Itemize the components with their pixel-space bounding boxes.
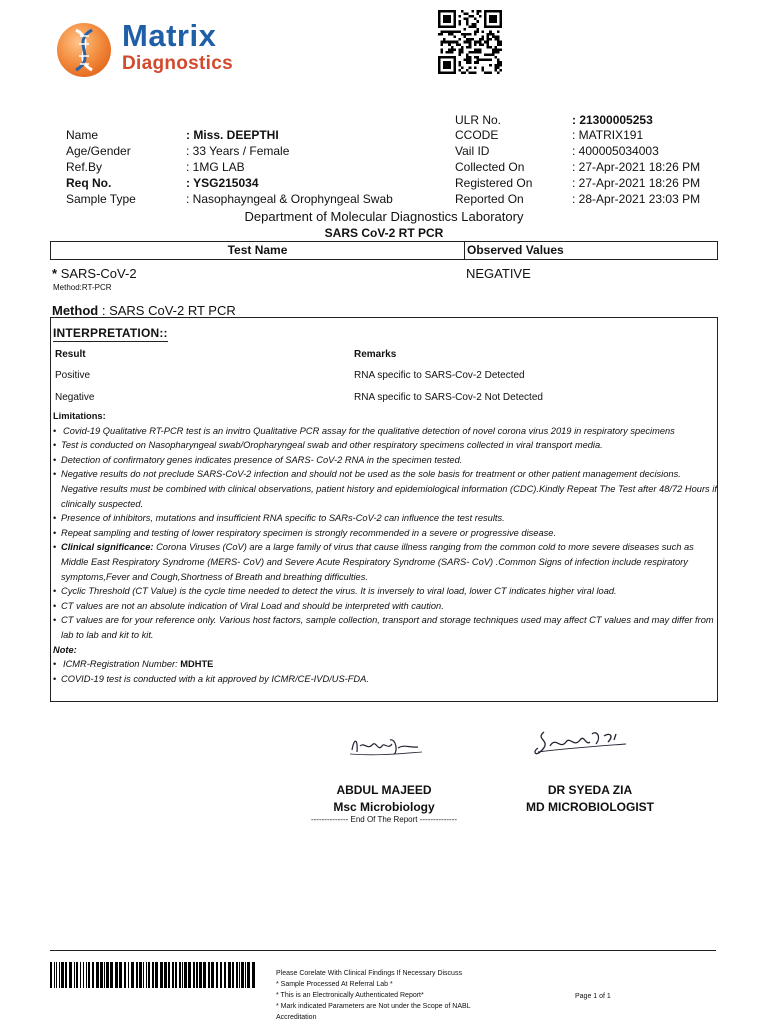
age-gender-value: : 33 Years / Female — [186, 144, 290, 158]
sample-type-label: Sample Type — [66, 192, 136, 206]
limitations-title: Limitations: — [53, 411, 106, 421]
vail-id-label: Vail ID — [455, 144, 490, 158]
result-star: * — [52, 266, 58, 281]
footer-notes — [276, 968, 506, 1023]
company-logo — [56, 18, 246, 78]
method-label: Method — [52, 303, 99, 318]
icmr-item — [53, 657, 717, 672]
ref-by-label: Ref.By — [66, 160, 103, 174]
qr-code-icon — [438, 10, 502, 74]
signer-2-name: DR SYEDA ZIA — [547, 783, 633, 797]
ulr-value: : 21300005253 — [572, 113, 653, 127]
limitation-item: • CT values are not an absolute indication of Viral Load and should be interpreted with caution. — [53, 599, 717, 614]
icmr-label: ICMR-Registration Number: — [63, 659, 181, 670]
signer-2-title: MD MICROBIOLOGIST — [526, 800, 654, 814]
ccode-label: CCODE — [455, 128, 499, 142]
sample-type-value: : Nasophayngeal & Orophyngeal Swab — [186, 192, 393, 206]
limitation-item: • Test is conducted on Nasopharyngeal swab/Oropharyngeal swab and other respiratory specimens collected in viral transport media. — [53, 438, 717, 453]
footer-note: * This is an Electronically Authenticated Report* — [276, 992, 424, 999]
result-column-header: Result — [55, 349, 86, 360]
method-value: : SARS CoV-2 RT PCR — [101, 303, 236, 318]
limitation-item: • Cyclic Threshold (CT Value) is the cycle time needed to detect the virus. It is inversely to viral load, lower CT indicates higher viral load. — [53, 584, 717, 599]
interp-remarks-cell: RNA specific to SARS-Cov-2 Not Detected — [354, 392, 543, 403]
limitations-section — [53, 409, 717, 686]
footer-note: * Sample Processed At Referral Lab * — [276, 981, 393, 988]
result-test-name — [52, 266, 137, 281]
ref-by-value: : 1MG LAB — [186, 160, 245, 174]
registered-on-value: : 27-Apr-2021 18:26 PM — [572, 176, 701, 190]
result-method: Method:RT-PCR — [53, 283, 112, 292]
req-no-label: Req No. — [66, 176, 112, 190]
dna-helix-icon — [56, 22, 112, 78]
result-test-label: SARS-CoV-2 — [60, 266, 137, 281]
limitation-item: • CT values are for your reference only. Various host factors, sample collection, transport and storage techniques used may affect CT values and may differ from lab to lab and kit to kit. — [53, 613, 717, 642]
test-title: SARS CoV-2 RT PCR — [324, 226, 444, 240]
observed-values-header: Observed Values — [467, 243, 564, 257]
remarks-column-header: Remarks — [354, 349, 397, 360]
interp-result-cell: Negative — [55, 392, 95, 403]
name-value: : Miss. DEEPTHI — [186, 128, 279, 142]
clinical-significance-item — [53, 540, 717, 584]
registered-on-label: Registered On — [455, 176, 533, 190]
footer-note: Please Corelate With Clinical Findings If Necessary Discuss — [276, 970, 462, 977]
collected-on-label: Collected On — [455, 160, 525, 174]
signer-1-title: Msc Microbiology — [333, 800, 435, 814]
barcode-icon — [50, 962, 258, 988]
note-title: Note: — [53, 644, 77, 655]
signature-1 — [346, 730, 426, 765]
column-divider — [464, 242, 465, 259]
req-no-value: : YSG215034 — [186, 176, 259, 190]
limitation-item: • Negative results do not preclude SARS-CoV-2 infection and should not be used as the sole basis for treatment or other patient management decisions. Negative results must be combined with clinical observations, patient history and epidemiological information (CDC).Kindly Repeat The Test after 48/72 Hours if clinically suspected. — [53, 467, 717, 511]
limitation-item: • Repeat sampling and testing of lower respiratory specimen is strongly recommended in a severe or progressive disease. — [53, 526, 717, 541]
info-row — [66, 159, 726, 175]
footer-divider — [50, 950, 716, 951]
signer-1-name: ABDUL MAJEED — [336, 783, 432, 797]
results-table-header — [50, 241, 718, 260]
vail-id-value: : 400005034003 — [572, 144, 659, 158]
interpretation-box — [50, 317, 718, 702]
ccode-value: : MATRIX191 — [572, 128, 644, 142]
info-row — [66, 112, 726, 128]
info-row — [66, 143, 726, 159]
covid-kit-item: • COVID-19 test is conducted with a kit approved by ICMR/CE-IVD/US-FDA. — [53, 672, 717, 687]
result-observed-value: NEGATIVE — [466, 266, 531, 281]
page-number: Page 1 of 1 — [575, 993, 611, 1000]
limitation-item: • Presence of inhibitors, mutations and insufficient RNA specific to SARs-CoV-2 can influence the test results. — [53, 511, 717, 526]
info-row — [66, 191, 726, 207]
footer-note: * Mark indicated Parameters are Not under the Scope of NABL Accreditation — [276, 1003, 471, 1021]
brand-subtitle: Diagnostics — [122, 53, 233, 74]
interp-result-cell: Positive — [55, 370, 91, 381]
info-row — [66, 127, 726, 143]
info-row — [66, 175, 726, 191]
end-of-report: -------------- End Of The Report -------------- — [310, 815, 458, 824]
name-label: Name — [66, 128, 99, 142]
brand-name: Matrix — [122, 18, 217, 53]
limitation-item: • Detection of confirmatory genes indicates presence of SARS- CoV-2 RNA in the specimen tested. — [53, 453, 717, 468]
interp-remarks-cell: RNA specific to SARS-Cov-2 Detected — [354, 370, 525, 381]
department-title: Department of Molecular Diagnostics Laboratory — [244, 209, 524, 224]
limitation-item: • Covid-19 Qualitative RT-PCR test is an invitro Qualitative PCR assay for the qualitative detection of novel corona virus 2019 in respiratory specimens — [53, 424, 717, 439]
reported-on-label: Reported On — [455, 192, 524, 206]
collected-on-value: : 27-Apr-2021 18:26 PM — [572, 160, 701, 174]
icmr-value: MDHTE — [180, 659, 214, 670]
test-name-header: Test Name — [227, 243, 288, 257]
signature-2 — [530, 726, 630, 765]
clinical-significance-text: Corona Viruses (CoV) are a large family of virus that cause illness ranging from the common cold to more severe diseases such as Middle East Respiratory Syndrome (MERS- CoV) and Severe Acute Respiratory Syndrome (SARS- CoV) .Common Signs of infection include respiratory symptoms,Fever and Cough,Shortness of Breath and breathing difficulties. — [61, 542, 694, 582]
interpretation-title: INTERPRETATION:: — [53, 326, 168, 340]
age-gender-label: Age/Gender — [66, 144, 131, 158]
method-line — [52, 303, 236, 318]
clinical-significance-label: Clinical significance: — [61, 542, 154, 553]
reported-on-value: : 28-Apr-2021 23:03 PM — [572, 192, 701, 206]
ulr-label: ULR No. — [455, 113, 502, 127]
